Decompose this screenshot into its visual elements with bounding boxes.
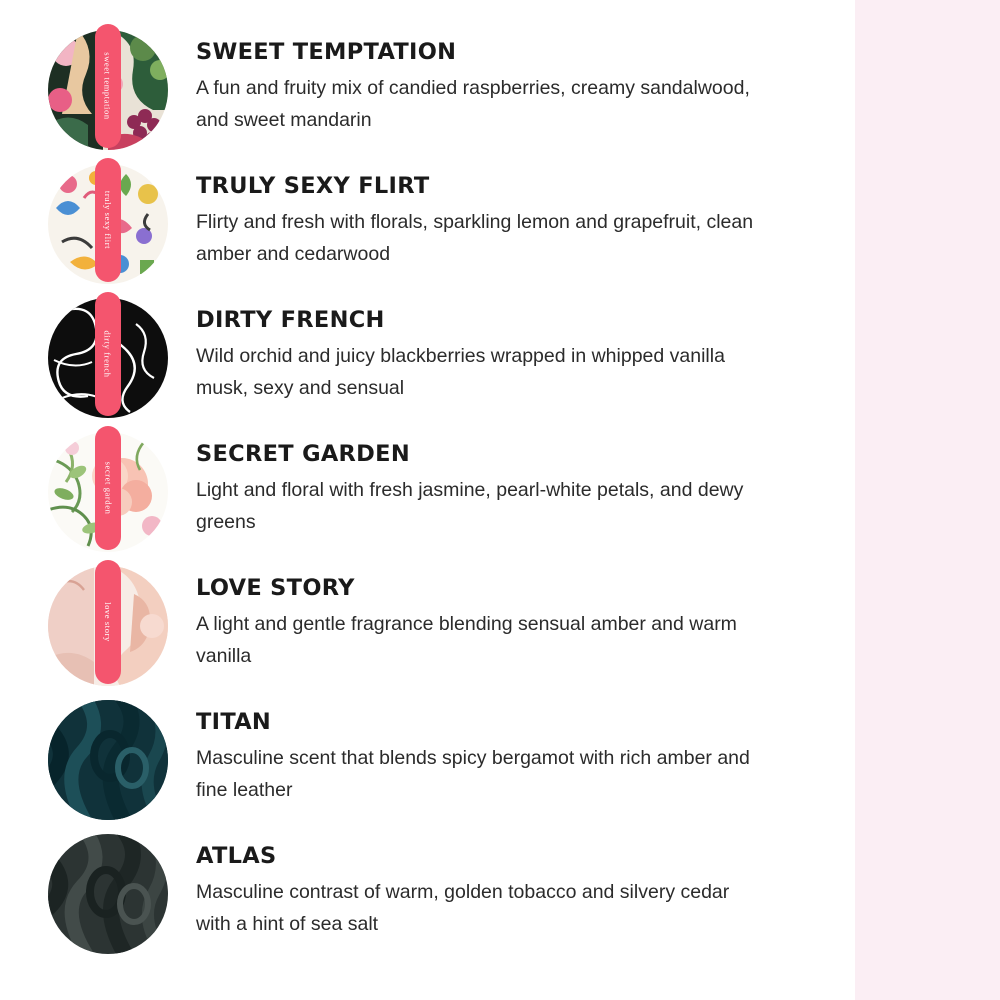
product-name: SECRET GARDEN <box>196 441 410 467</box>
product-description: Masculine contrast of warm, golden tobacco and silvery cedar with a hint of sea salt <box>196 880 730 936</box>
product-name: ATLAS <box>196 843 277 869</box>
list-item[interactable] <box>48 432 855 566</box>
product-text <box>168 298 756 404</box>
right-side-panel <box>855 0 1000 1000</box>
product-name: SWEET TEMPTATION <box>196 39 457 65</box>
product-thumbnail <box>48 700 168 820</box>
product-text <box>168 700 756 806</box>
product-description: Light and floral with fresh jasmine, pearl-white petals, and dewy greens <box>196 478 744 534</box>
product-description: A fun and fruity mix of candied raspberries, creamy sandalwood, and sweet mandarin <box>196 76 750 132</box>
product-description: A light and gentle fragrance blending sensual amber and warm vanilla <box>196 612 737 668</box>
product-artwork-dark-grey-swirl <box>48 834 168 954</box>
list-item[interactable] <box>48 298 855 432</box>
product-thumbnail <box>48 566 168 686</box>
product-text <box>168 164 756 270</box>
product-list <box>0 30 855 970</box>
product-thumbnail <box>48 164 168 284</box>
product-text <box>168 30 756 136</box>
product-thumbnail <box>48 834 168 954</box>
stick-label: love story <box>103 602 114 642</box>
stick-label: secret garden <box>103 461 113 515</box>
product-stick <box>95 560 121 684</box>
list-item[interactable] <box>48 700 855 834</box>
list-item[interactable] <box>48 30 855 164</box>
product-stick <box>95 426 121 550</box>
stick-label: sweet temptation <box>103 52 113 120</box>
product-text <box>168 432 756 538</box>
product-stick <box>95 158 121 282</box>
list-item[interactable] <box>48 164 855 298</box>
product-thumbnail <box>48 432 168 552</box>
product-text <box>168 566 756 672</box>
product-thumbnail <box>48 298 168 418</box>
product-description: Masculine scent that blends spicy bergamot with rich amber and fine leather <box>196 746 750 802</box>
product-description: Flirty and fresh with florals, sparkling lemon and grapefruit, clean amber and cedarwood <box>196 210 754 266</box>
stick-label: truly sexy flirt <box>103 190 114 250</box>
product-description: Wild orchid and juicy blackberries wrapped in whipped vanilla musk, sexy and sensual <box>196 344 725 400</box>
product-name: TRULY SEXY FLIRT <box>196 173 430 199</box>
product-stick <box>95 24 121 148</box>
list-item[interactable] <box>48 566 855 700</box>
product-name: LOVE STORY <box>196 575 355 601</box>
product-thumbnail <box>48 30 168 150</box>
product-stick <box>95 292 121 416</box>
list-item[interactable] <box>48 834 855 968</box>
product-name: TITAN <box>196 709 272 735</box>
stick-label: dirty french <box>103 330 113 378</box>
product-artwork-dark-teal-swirl <box>48 700 168 820</box>
product-text <box>168 834 756 940</box>
product-name: DIRTY FRENCH <box>196 307 385 333</box>
